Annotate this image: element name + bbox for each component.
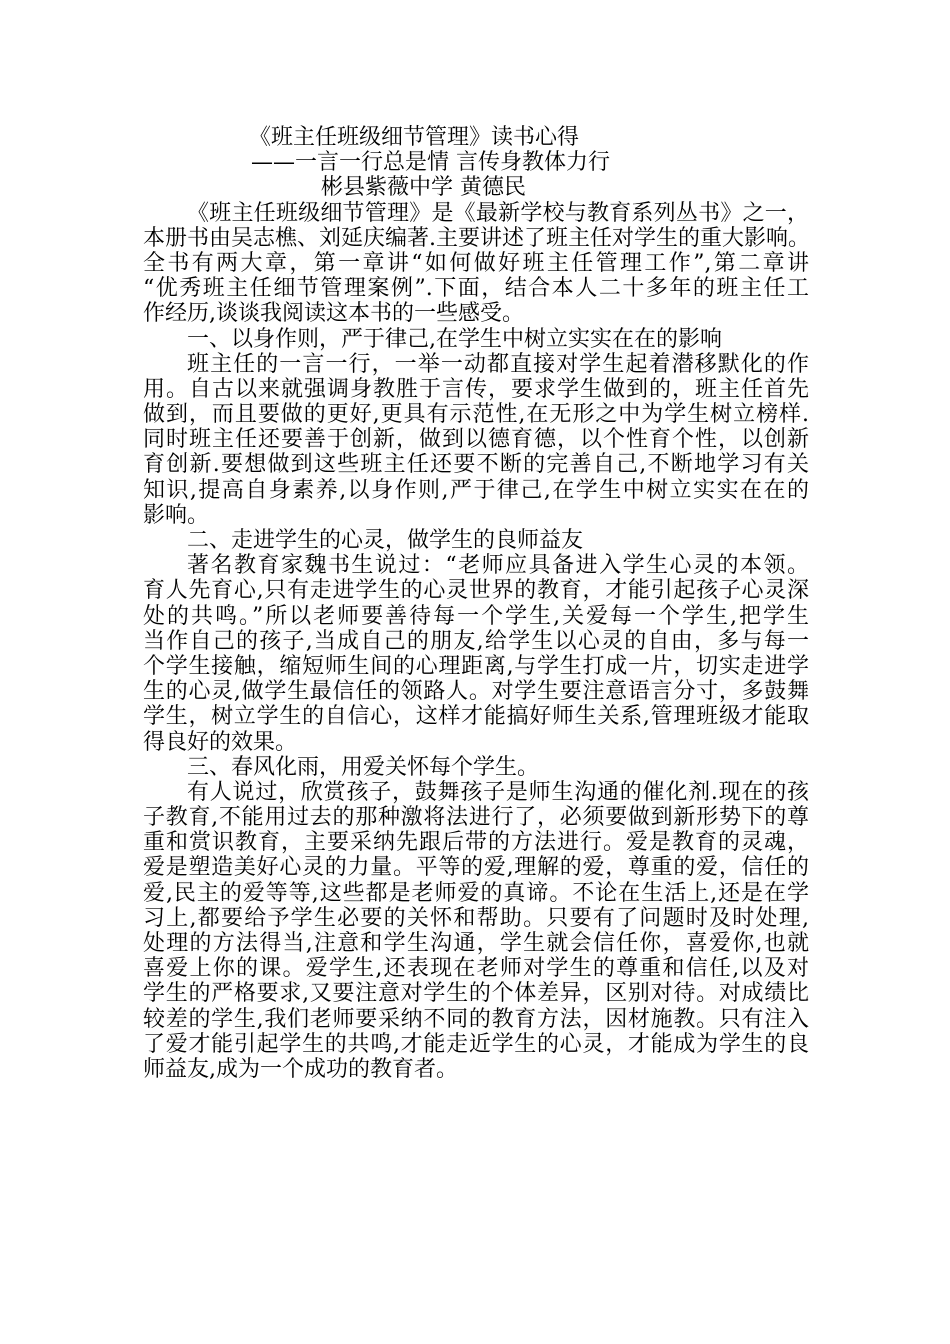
text-line: 做到，而且要做的更好,更具有示范性,在无形之中为学生树立榜样.: [143, 402, 809, 428]
text-line: 育创新.要想做到这些班主任还要不断的完善自己,不断地学习有关: [143, 452, 809, 478]
text-line: 习上,都要给予学生必要的关怀和帮助。只要有了问题时及时处理,: [143, 905, 809, 931]
text-line: 得良好的效果。: [143, 729, 298, 755]
text-line: 处的共鸣。”所以老师要善待每一个学生,关爱每一个学生,把学生: [143, 603, 809, 629]
document-author: 彬县紫薇中学 黄德民: [321, 175, 526, 201]
text-line: 学生，树立学生的自信心，这样才能搞好师生关系,管理班级才能取: [143, 704, 809, 730]
text-line: 喜爱上你的课。爱学生,还表现在老师对学生的尊重和信任,以及对: [143, 956, 809, 982]
text-line: 影响。: [143, 502, 210, 528]
document-text: [143, 201, 809, 1083]
text-line: 处理的方法得当,注意和学生沟通，学生就会信任你，喜爱你,也就: [143, 931, 809, 956]
text-line: 爱是塑造美好心灵的力量。平等的爱,理解的爱，尊重的爱，信任的: [143, 855, 809, 881]
text-line: 个学生接触，缩短师生间的心理距离,与学生打成一片，切实走进学: [143, 653, 809, 679]
text-line: 本册书由吴志樵、刘延庆编著.主要讲述了班主任对学生的重大影响。: [143, 225, 810, 251]
text-line: 了爱才能引起学生的共鸣,才能走近学生的心灵，才能成为学生的良: [143, 1031, 809, 1057]
text-line: 爱,民主的爱等等,这些都是老师爱的真谛。不论在生活上,还是在学: [143, 880, 809, 906]
text-line: 《班主任班级细节管理》是《最新学校与教育系列丛书》之一，: [187, 200, 809, 226]
text-line: 知识,提高自身素养,以身作则,严于律己,在学生中树立实实在在的: [143, 477, 809, 503]
text-line: 师益友,成为一个成功的教育者。: [143, 1056, 458, 1082]
text-line: “优秀班主任细节管理案例”.下面，结合本人二十多年的班主任工: [143, 276, 809, 302]
text-line: 育人先育心,只有走进学生的心灵世界的教育，才能引起孩子心灵深: [143, 578, 809, 604]
text-line: 著名教育家魏书生说过：“老师应具备进入学生心灵的本领。: [187, 553, 809, 579]
text-line: 作经历,谈谈我阅读这本书的一些感受。: [143, 301, 524, 327]
document-title: 《班主任班级细节管理》读书心得: [249, 125, 580, 150]
text-line: 有人说过，欣赏孩子，鼓舞孩子是师生沟通的催化剂.现在的孩: [187, 779, 809, 805]
text-line: 生的心灵,做学生最信任的领路人。对学生要注意语言分寸，多鼓舞: [143, 679, 809, 705]
text-line: 一、以身作则，严于律己,在学生中树立实实在在的影响: [187, 326, 722, 352]
text-line: 全书有两大章，第一章讲“如何做好班主任管理工作”,第二章讲: [143, 250, 809, 276]
text-line: 当作自己的孩子,当成自己的朋友,给学生以心灵的自由，多与每一: [143, 628, 809, 654]
text-line: 同时班主任还要善于创新，做到以德育德，以个性育个性，以创新: [143, 427, 809, 453]
text-line: 用。自古以来就强调身教胜于言传，要求学生做到的，班主任首先: [143, 376, 809, 402]
text-line: 较差的学生,我们老师要采纳不同的教育方法，因材施教。只有注入: [143, 1006, 809, 1032]
document-body: [143, 125, 809, 1082]
text-line: 二、走进学生的心灵，做学生的良师益友: [187, 528, 584, 553]
text-line: 学生的严格要求,又要注意对学生的个体差异，区别对待。对成绩比: [143, 981, 809, 1007]
text-line: 三、春风化雨，用爱关怀每个学生。: [187, 754, 540, 780]
text-line: 班主任的一言一行，一举一动都直接对学生起着潜移默化的作: [187, 351, 809, 377]
text-line: 子教育,不能用过去的那种激将法进行了，必须要做到新形势下的尊: [143, 805, 809, 831]
text-line: 重和赏识教育，主要采纳先跟后带的方法进行。爱是教育的灵魂，: [143, 830, 809, 856]
document-subtitle: ——一言一行总是情 言传身教体力行: [251, 150, 610, 176]
